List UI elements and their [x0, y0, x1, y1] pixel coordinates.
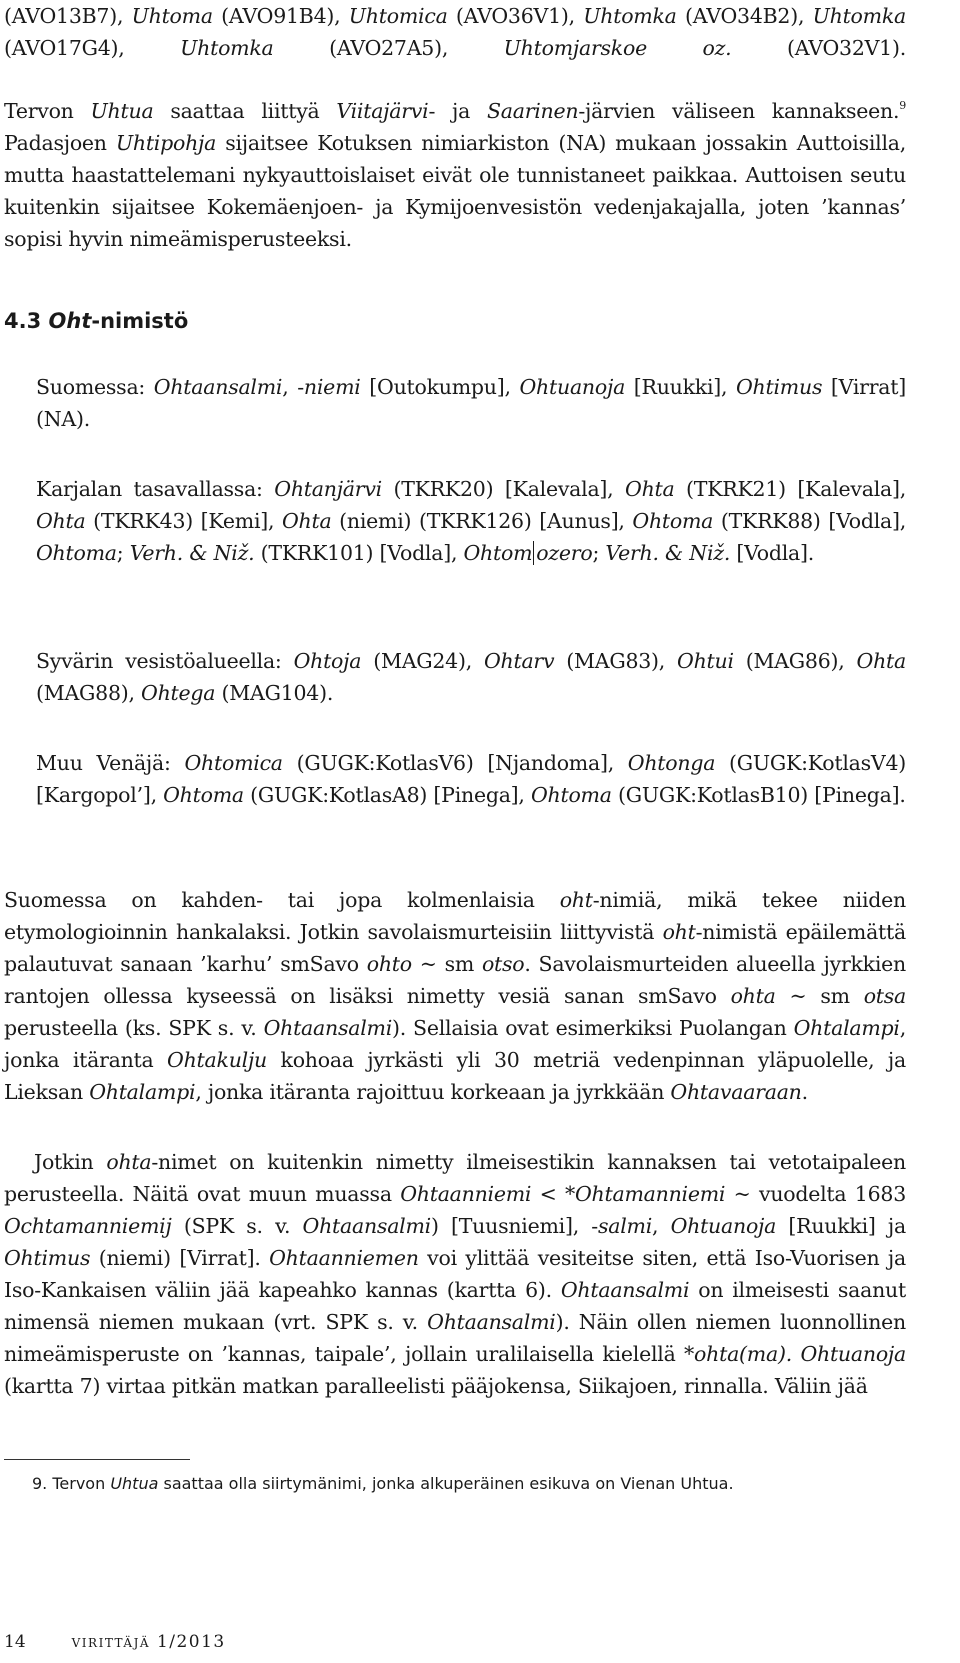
footnote-reference: 9	[899, 99, 906, 112]
paragraph-oht-names: Suomessa on kahden- tai jopa kolmenlaisia oht-nimiä, mikä tekee niiden etymologioinnin hankalaksi. Jotkin savolaismurteisiin liittyvistä oht-nimistä epäilemättä palautuvat sanaan ’karhu’ smSavo ohto ~ sm otso. Savolaismurteiden alueella jyrkkien rantojen ollessa kyseessä on lisäksi nimetty vesiä sanan smSavo ohta ~ sm otsa perusteella (ks. SPK s. v. Ohtaansalmi). Sellaisia ovat esimerkiksi Puolangan Ohtalampi, jonka itäranta Ohtakulju kohoaa jyrkästi yli 30 metriä vedenpinnan yläpuolelle, ja Lieksan Ohtalampi, jonka itäranta rajoittuu korkeaan ja jyrkkään Ohtavaaraan.	[4, 888, 907, 1104]
paragraph-place-list-end: (AVO13B7), Uhtoma (AVO91B4), Uhtomica (AVO36V1), Uhtomka (AVO34B2), Uhtomka (AVO17G4), Uhtomka (AVO27A5), Uhtomjarskoe oz. (AVO32V1).	[4, 4, 906, 60]
journal-issue: virittäjä 1/2013	[71, 1632, 226, 1652]
page-footer	[4, 1630, 226, 1654]
paragraph-ohta-names: Jotkin ohta-nimet on kuitenkin nimetty ilmeisestikin kannaksen tai vetotaipaleen perusteella. Näitä ovat muun muassa Ohtaanniemi < *Ohtamanniemi ~ vuodelta 1683 Ochtamanniemij (SPK s. v. Ohtaansalmi) [Tuusniemi], -salmi, Ohtuanoja [Ruukki] ja Ohtimus (niemi) [Virrat]. Ohtaanniemen voi ylittää vesiteitse siten, että Iso-Vuorisen ja Iso-Kankaisen väliin jää kapeahko kannas (kartta 6). Ohtaansalmi on ilmeisesti saanut nimensä niemen mukaan (vrt. SPK s. v. Ohtaansalmi). Näin ollen niemen luonnollinen nimeämisperuste on ’kannas, taipale’, jollain uralilaisella kielellä *ohta(ma). Ohtuanoja (kartta 7) virtaa pitkän matkan paralleelisti pääjokensa, Siikajoen, rinnalla. Väliin jää	[4, 1150, 906, 1398]
page-number: 14	[4, 1632, 26, 1652]
footnote-divider	[4, 1459, 190, 1460]
list-syvari: Syvärin vesistöalueella: Ohtoja (MAG24), Ohtarv (MAG83), Ohtui (MAG86), Ohta (MAG88), Ohtega (MAG104).	[36, 649, 906, 705]
morpheme-boundary-mark: ozero	[533, 541, 592, 565]
footnote-9: 9. Tervon Uhtua saattaa olla siirtymänimi, jonka alkuperäinen esikuva on Vienan Uhtua.	[32, 1474, 734, 1493]
paragraph-tervon-uhtua: Tervon Uhtua saattaa liittyä Viitajärvi- ja Saarinen-järvien väliseen kannakseen.$^9$ Padasjoen Uhtipohja sijaitsee Kotuksen nimiarkiston (NA) mukaan jossakin Auttoisilla, mutta haastattelemani nykyauttoislaiset eivät ole tunnistaneet paikkaa. Auttoisen seutu kuitenkin sijaitsee Kokemäenjoen- ja Kymijoenvesistön vedenjakajalla, joten ’kannas’ sopisi hyvin nimeämisperusteeksi.	[4, 99, 906, 251]
section-heading: 4.3 Oht-nimistö	[4, 309, 189, 333]
list-karjala: Karjalan tasavallassa: Ohtanjärvi (TKRK20) [Kalevala], Ohta (TKRK21) [Kalevala], Ohta (TKRK43) [Kemi], Ohta (niemi) (TKRK126) [Aunus], Ohtoma (TKRK88) [Vodla], Ohtoma; Verh. & Niž. (TKRK101) [Vodla], Ohtom ozero; Verh. & Niž. [Vodla].	[36, 477, 907, 565]
list-suomessa: Suomessa: Ohtaansalmi, -niemi [Outokumpu], Ohtuanoja [Ruukki], Ohtimus [Virrat] (NA).	[36, 375, 906, 431]
list-muu-venaja: Muu Venäjä: Ohtomica (GUGK:KotlasV6) [Njandoma], Ohtonga (GUGK:KotlasV4) [Kargopol’], Ohtoma (GUGK:KotlasA8) [Pinega], Ohtoma (GUGK:KotlasB10) [Pinega].	[36, 751, 906, 807]
